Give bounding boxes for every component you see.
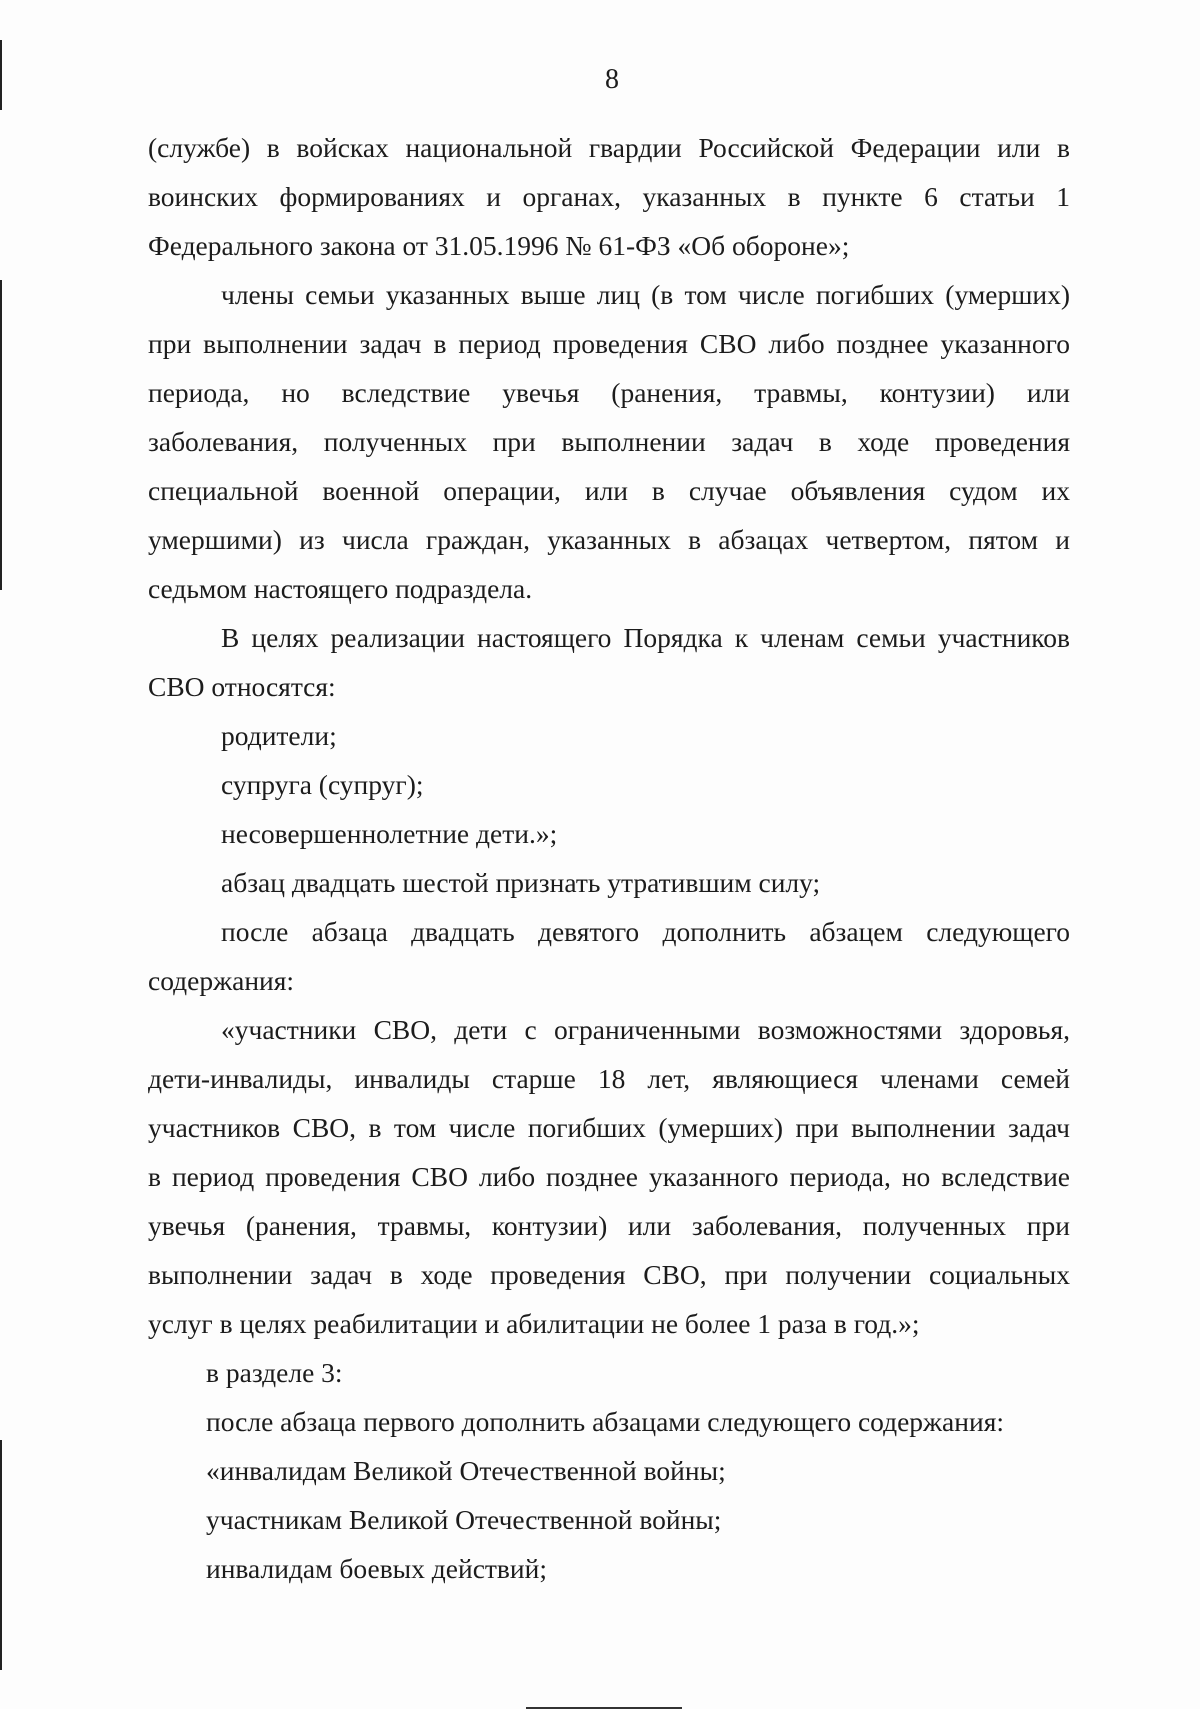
text-line: члены семьи указанных выше лиц (в том числе погибших (умерших) (221, 279, 1070, 310)
text-line: специальной военной операции, или в случае объявления судом их (148, 475, 1070, 506)
text-line: умершими) из числа граждан, указанных в абзацах четвертом, пятом и (148, 524, 1070, 555)
page-number: 8 (605, 64, 619, 95)
text-line: после абзаца двадцать девятого дополнить абзацем следующего (221, 916, 1070, 947)
text-line: увечья (ранения, травмы, контузии) или заболевания, полученных при (148, 1210, 1070, 1241)
text-line: несовершеннолетние дети.»; (221, 818, 558, 849)
text-line: в период проведения СВО либо позднее указанного периода, но вследствие (148, 1161, 1070, 1192)
scan-edge-mark-bottom (0, 1440, 2, 1670)
text-line: содержания: (148, 965, 295, 996)
text-line: «инвалидам Великой Отечественной войны; (206, 1455, 726, 1486)
scan-edge-mark-middle (0, 280, 2, 590)
text-line: инвалидам боевых действий; (206, 1553, 547, 1584)
text-line: при выполнении задач в период проведения СВО либо позднее указанного (148, 328, 1070, 359)
text-line: заболевания, полученных при выполнении задач в ходе проведения (148, 426, 1070, 457)
text-line: родители; (221, 720, 337, 751)
text-line: после абзаца первого дополнить абзацами следующего содержания: (206, 1406, 1004, 1437)
text-line: (службе) в войсках национальной гвардии Российской Федерации или в (148, 132, 1070, 163)
text-line: абзац двадцать шестой признать утратившим силу; (221, 867, 821, 898)
text-line: «участники СВО, дети с ограниченными возможностями здоровья, (221, 1014, 1070, 1045)
text-line: В целях реализации настоящего Порядка к членам семьи участников (221, 622, 1070, 653)
text-line: участников СВО, в том числе погибших (умерших) при выполнении задач (148, 1112, 1070, 1143)
text-line: периода, но вследствие увечья (ранения, травмы, контузии) или (148, 377, 1070, 408)
text-line: супруга (супруг); (221, 769, 424, 800)
text-line: выполнении задач в ходе проведения СВО, при получении социальных (148, 1259, 1070, 1290)
text-line: дети-инвалиды, инвалиды старше 18 лет, являющиеся членами семей (148, 1063, 1070, 1094)
text-line: в разделе 3: (206, 1357, 343, 1388)
text-line: услуг в целях реабилитации и абилитации не более 1 раза в год.»; (148, 1308, 920, 1339)
text-line: Федерального закона от 31.05.1996 № 61-ФЗ «Об обороне»; (148, 230, 850, 261)
text-line: воинских формированиях и органах, указанных в пункте 6 статьи 1 (148, 181, 1070, 212)
text-line: седьмом настоящего подраздела. (148, 573, 533, 604)
text-line: участникам Великой Отечественной войны; (206, 1504, 722, 1535)
text-line: СВО относятся: (148, 671, 336, 702)
